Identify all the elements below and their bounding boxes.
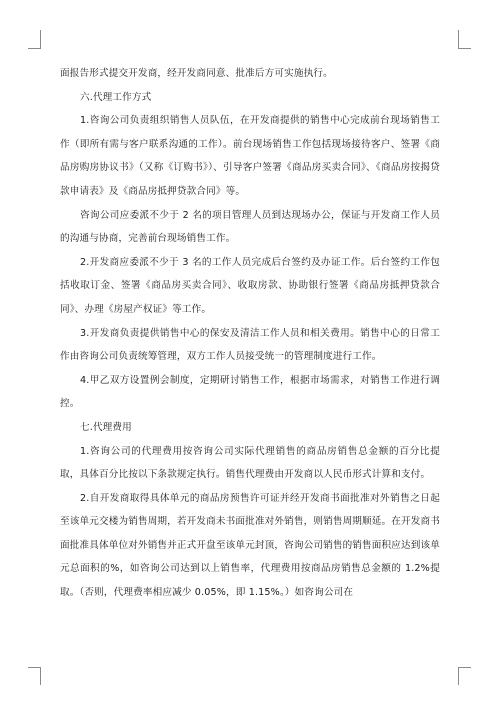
paragraph-7-1: 1.咨询公司的代理费用按咨询公司实际代理销售的商品房销售总金额的百分比提取，具体百分比按以下条款规定执行。销售代理费由开发商以人民币形式计算和支付。: [60, 445, 440, 481]
document-body: [60, 62, 440, 605]
paragraph-6-2: 2.开发商应委派不少于 3 名的工作人员完成后台签约及办证工作。后台签约工作包括收取订金、签署《商品房买卖合同》、收取房款、协助银行签署《商品房抵押贷款合同》、办理《房屋产权证》等工作。: [60, 256, 440, 315]
paragraph-6-1-staff: 咨询公司应委派不少于 2 名的项目管理人员到达现场办公，保证与开发商工作人员的沟通与协商，完善前台现场销售工作。: [60, 209, 440, 245]
crop-mark-top-right-horizontal: [458, 48, 471, 49]
paragraph-6-3: 3.开发商负责提供销售中心的保安及清洁工作人员和相关费用。销售中心的日常工作由咨询公司负责统筹管理，双方工作人员接受统一的管理制度进行工作。: [60, 327, 440, 363]
section-heading-6: 六.代理工作方式: [80, 91, 152, 103]
crop-mark-top-left-vertical: [40, 30, 41, 48]
paragraph-continuation: 面报告形式提交开发商，经开发商同意、批准后方可实施执行。: [60, 68, 333, 79]
section-heading-7: 七.代理费用: [80, 421, 132, 433]
crop-mark-bottom-right-horizontal: [458, 667, 471, 668]
crop-mark-bottom-left-horizontal: [28, 667, 41, 668]
crop-mark-top-left-horizontal: [28, 48, 41, 49]
crop-mark-bottom-left-vertical: [40, 667, 41, 685]
paragraph-7-2: 2.自开发商取得具体单元的商品房预售许可证并经开发商书面批准对外销售之日起至该单元交楼为销售周期，若开发商未书面批准对外销售，则销售周期顺延。在开发商书面批准具体单位对外销售并正式开盘至该单元封顶，咨询公司销售的销售面积应达到该单元总面积的%，如咨询公司达到以上销售率，代理费用按商品房销售总金额的 1.2%提取。（否则，代理费率相应减少 0.05%，即 1.15%。）如咨询公司在: [60, 492, 441, 599]
crop-mark-top-right-vertical: [458, 30, 459, 48]
paragraph-6-1: 1.咨询公司负责组织销售人员队伍，在开发商提供的销售中心完成前台现场销售工作（即所有需与客户联系沟通的工作）。前台现场销售工作包括现场接待客户、签署《商品房购房协议书》（又称《订购书》）、引导客户签署《商品房买卖合同》、《商品房按揭贷款申请表》及《商品房抵押贷款合同》等。: [60, 115, 440, 197]
crop-mark-bottom-right-vertical: [458, 667, 459, 685]
paragraph-6-4: 4.甲乙双方设置例会制度，定期研讨销售工作，根据市场需求，对销售工作进行调控。: [60, 374, 440, 410]
